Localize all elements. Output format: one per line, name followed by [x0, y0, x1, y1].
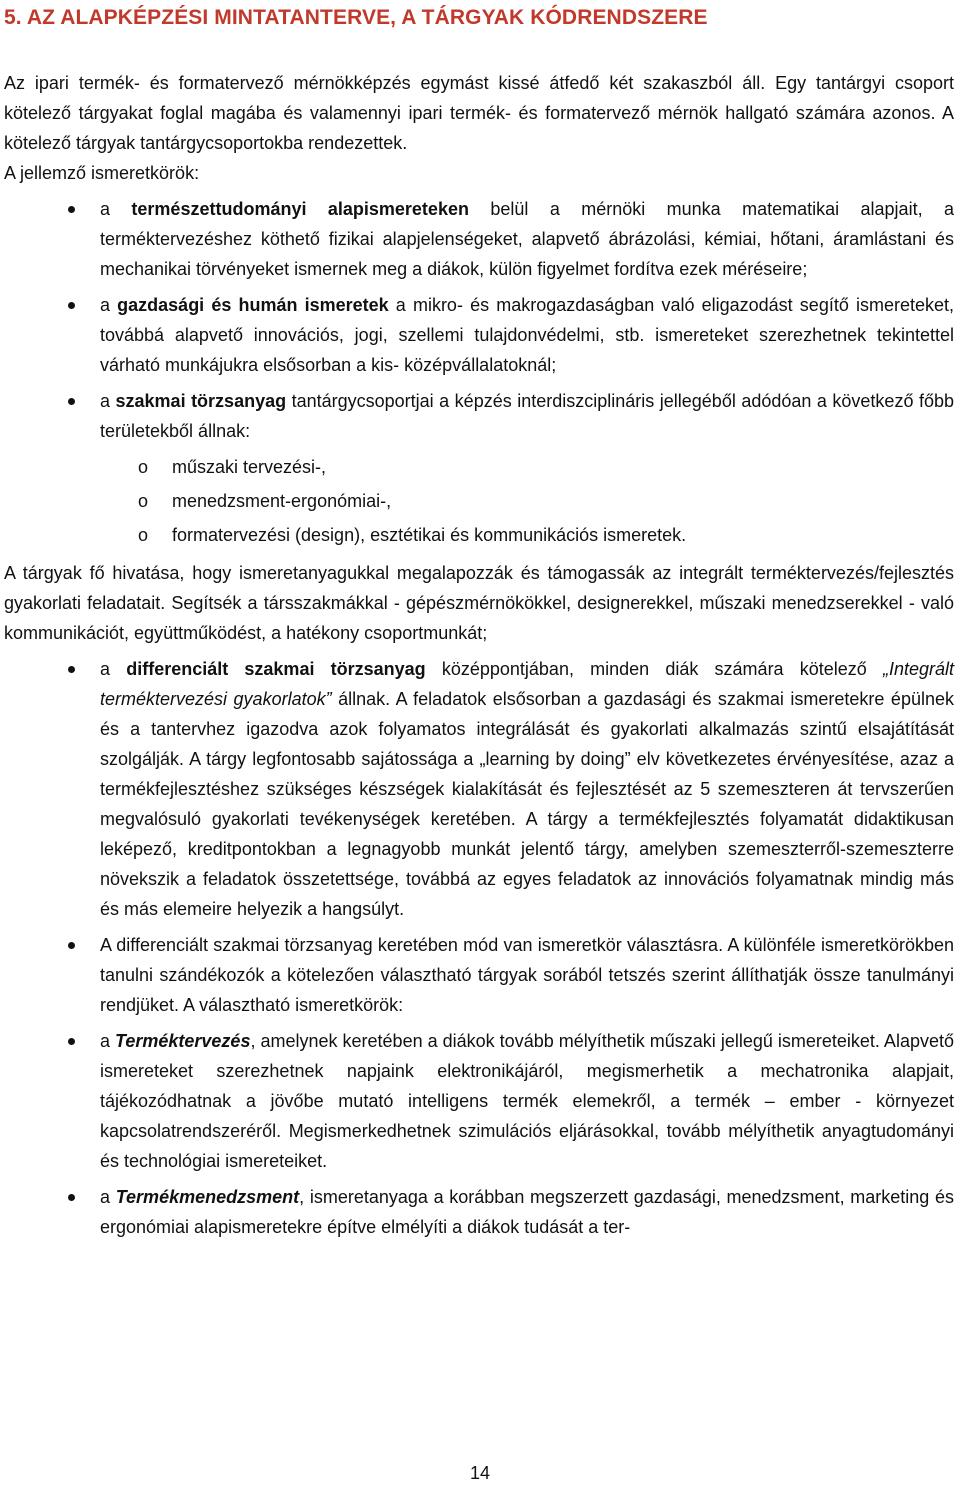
item-bolditalic: Terméktervezés: [115, 1031, 251, 1051]
item-post: a mikro- és makrogazdaságban való eligazodást segítő ismereteket, továbbá alapvető innovációs, jogi, szellemi tulajdonvédelmi, stb. ismereteket szerezhetnek tekintettel várható munkájukra elsősorban a kis- középvállalatoknál;: [100, 295, 955, 375]
sub-item-text: menedzsment-ergonómiai-,: [172, 491, 392, 511]
item-text: A differenciált szakmai törzsanyag keretében mód van ismeretkör választásra. A különféle ismeretkörökben tanulni szándékozók a kötelezően választható tárgyak sorából tetszés szerint állíthatják össze tanulmányi rendjüket. A választható ismeretkörök:: [100, 935, 954, 1015]
bullet-icon: [68, 1038, 75, 1045]
purpose-paragraph: A tárgyak fő hivatása, hogy ismeretanyagukkal megalapozzák és támogassák az integrált terméktervezés/fejlesztés gyakorlati feladatait. Segítsék a társszakmákkal - gépészmérnökökkel, designerekkel, műszaki menedzserekkel - való kommunikációt, együttműködést, a hatékony csoportmunkát;: [4, 563, 954, 643]
item-italic: „Integrált terméktervezési gyakorlatok”: [100, 659, 955, 709]
bullet-icon: [68, 398, 75, 405]
list-item: [4, 654, 954, 924]
circle-marker-icon: o: [138, 457, 149, 477]
list-item: [4, 1182, 954, 1242]
item-post: , ismeretanyaga a korábban megszerzett gazdasági, menedzsment, marketing és ergonómiai alapismeretekre építve elmélyíti a diákok tudását a ter-: [100, 1187, 955, 1237]
bullet-icon: [68, 206, 75, 213]
sub-list: [100, 450, 954, 552]
list-item: [4, 194, 954, 284]
bullet-icon: [68, 666, 75, 673]
section-heading: 5. AZ ALAPKÉPZÉSI MINTATANTERVE, A TÁRGYAK KÓDRENDSZERE: [4, 6, 708, 29]
sub-item-text: műszaki tervezési-,: [172, 457, 327, 477]
list-item: [4, 290, 954, 380]
item-post: tantárgycsoportjai a képzés interdiszciplináris jellegéből adódóan a következő főbb területekből állnak:: [100, 391, 954, 441]
item-bolditalic: Termékmenedzsment: [115, 1187, 300, 1207]
bullet-icon: [68, 302, 75, 309]
item-bold: szakmai törzsanyag: [115, 391, 287, 411]
item-post: belül a mérnöki munka matematikai alapjait, a terméktervezéshez köthető fizikai alapjelenségeket, alapvető ábrázolási, kémiai, hőtani, áramlástani és mechanikai törvényeket ismernek meg a diákok, külön figyelmet fordítva ezek méréseire;: [100, 199, 954, 279]
item-bold: természettudományi alapismereteken: [131, 199, 469, 219]
bullet-icon: [68, 942, 75, 949]
sub-list-item: [100, 450, 954, 484]
item-post: állnak. A feladatok elsősorban a gazdasági és szakmai ismeretekre épülnek és a tantervhez igazodva azok folyamatos integrálását és gyakorlati alkalmazás szintű elsajátítását szolgálják. A tárgy legfontosabb sajátossága a „learning by doing” elv következetes érvényesítése, azaz a termékfejlesztéshez szükséges készségek kialakítását és fejlesztését az 5 szemeszteren át tervszerűen megvalósuló gyakorlati tevékenységek keretében. A tárgy a termékfejlesztés folyamatát didaktikusan leképező, kreditpontokban a legnagyobb munkát jelentő tárgy, amelyben szemeszterről-szemeszterre növekszik a feladatok összetettsége, továbbá az egyes feladatok az innovációs folyamatnak mindig más és más elemeire helyezik a hangsúlyt.: [100, 689, 954, 919]
item-pre: a: [100, 1187, 116, 1207]
item-pre: a: [100, 199, 132, 219]
bullet-icon: [68, 1194, 75, 1201]
item-pre: a: [100, 659, 127, 679]
intro-paragraph: Az ipari termék- és formatervező mérnökképzés egymást kissé átfedő két szakaszból áll. Egy tantárgyi csoport kötelező tárgyakat foglal magába és valamennyi ipari termék- és formatervező mérnök hallgató számára azonos. A kötelező tárgyak tantárgycsoportokba rendezettek.: [4, 73, 954, 153]
lead-line: A jellemző ismeretkörök:: [4, 163, 200, 183]
item-mid: középpontjában, minden diák számára kötelező: [425, 659, 883, 679]
knowledge-area-list: [4, 194, 954, 552]
sub-list-item: [100, 484, 954, 518]
item-pre: a: [100, 295, 118, 315]
circle-marker-icon: o: [138, 525, 149, 545]
item-bold: differenciált szakmai törzsanyag: [126, 659, 426, 679]
list-item: [4, 386, 954, 552]
item-bold: gazdasági és humán ismeretek: [117, 295, 389, 315]
item-pre: a: [100, 391, 116, 411]
differentiated-list: [4, 654, 954, 1242]
circle-marker-icon: o: [138, 491, 149, 511]
list-item: [4, 930, 954, 1020]
sub-list-item: [100, 518, 954, 552]
item-post: , amelynek keretében a diákok tovább mélyíthetik műszaki jellegű ismereteiket. Alapvető ismereteket szerezhetnek napjaink elektronikájáról, megismerhetik a mechatronika alapjait, tájékozódhatnak a jövőbe mutató intelligens termék elemekről, a termék – ember - környezet kapcsolatrendszeréről. Megismerkedhetnek szimulációs eljárásokkal, tovább mélyíthetik anyagtudományi és technológiai ismereteiket.: [100, 1031, 954, 1171]
page-number: 14: [469, 1463, 491, 1483]
sub-item-text: formatervezési (design), esztétikai és kommunikációs ismeretek.: [172, 525, 687, 545]
item-pre: a: [100, 1031, 116, 1051]
list-item: [4, 1026, 954, 1176]
